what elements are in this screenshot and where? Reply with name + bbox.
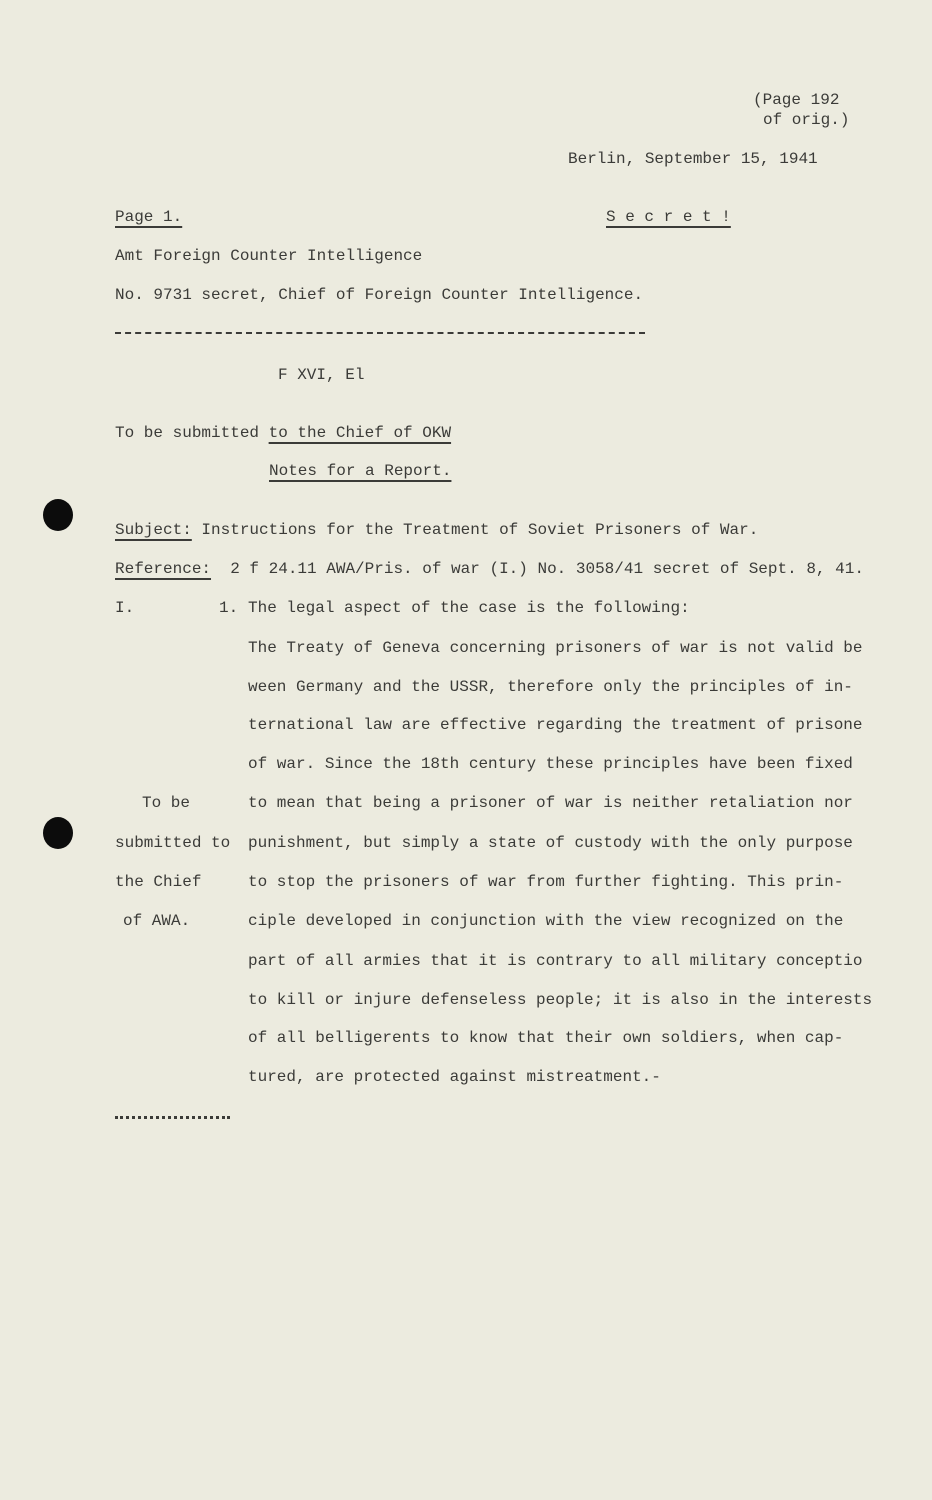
margin-note: of AWA. [123,912,191,930]
routing-recipient: to the Chief of OKW [268,424,452,442]
original-page-ref: (Page 192 [753,91,840,109]
file-code: F XVI, El [278,366,365,384]
file-number: No. 9731 secret, Chief of Foreign Counter Intelligence. [115,286,644,304]
margin-note: submitted to [115,834,231,852]
body-line: tured, are protected against mistreatment.- [248,1068,661,1086]
punch-hole [43,817,73,849]
body-line: to stop the prisoners of war from further fighting. This prin- [248,873,844,891]
body-line: part of all armies that it is contrary to all military conceptio [248,952,863,970]
punch-hole [43,499,73,531]
body-line: ternational law are effective regarding the treatment of prisone [248,716,863,734]
subject-label: Subject: [115,521,192,539]
section-heading: The legal aspect of the case is the following: [248,599,690,617]
section-roman: I. [115,599,135,617]
reference-line [115,559,864,579]
classification: S e c r e t ! [606,208,731,226]
original-page-ref: of orig.) [763,111,850,129]
routing-line [115,423,451,443]
section-number: 1. [219,599,239,617]
page-label: Page 1. [115,208,183,226]
body-line: ciple developed in conjunction with the view recognized on the [248,912,844,930]
office: Amt Foreign Counter Intelligence [115,247,423,265]
subject-line [115,520,758,540]
place-date: Berlin, September 15, 1941 [568,150,818,168]
routing-prefix: To be submitted [115,424,269,442]
subject-text: Instructions for the Treatment of Soviet Prisoners of War. [191,521,759,539]
body-line: of war. Since the 18th century these principles have been fixed [248,755,853,773]
body-line: of all belligerents to know that their own soldiers, when cap- [248,1029,844,1047]
body-line: to mean that being a prisoner of war is neither retaliation nor [248,794,853,812]
body-line: to kill or injure defenseless people; it is also in the interests [248,991,873,1009]
body-line: The Treaty of Geneva concerning prisoners of war is not valid be [248,639,863,657]
reference-text: 2 f 24.11 AWA/Pris. of war (I.) No. 3058/41 secret of Sept. 8, 41. [211,560,864,578]
margin-note: the Chief [115,873,202,891]
continuation-dots [115,1116,230,1119]
document-title: Notes for a Report. [269,462,452,480]
margin-note: To be [142,794,191,812]
reference-label: Reference: [115,560,212,578]
divider [115,332,645,334]
body-line: punishment, but simply a state of custody with the only purpose [248,834,853,852]
body-line: ween Germany and the USSR, therefore only the principles of in- [248,678,853,696]
